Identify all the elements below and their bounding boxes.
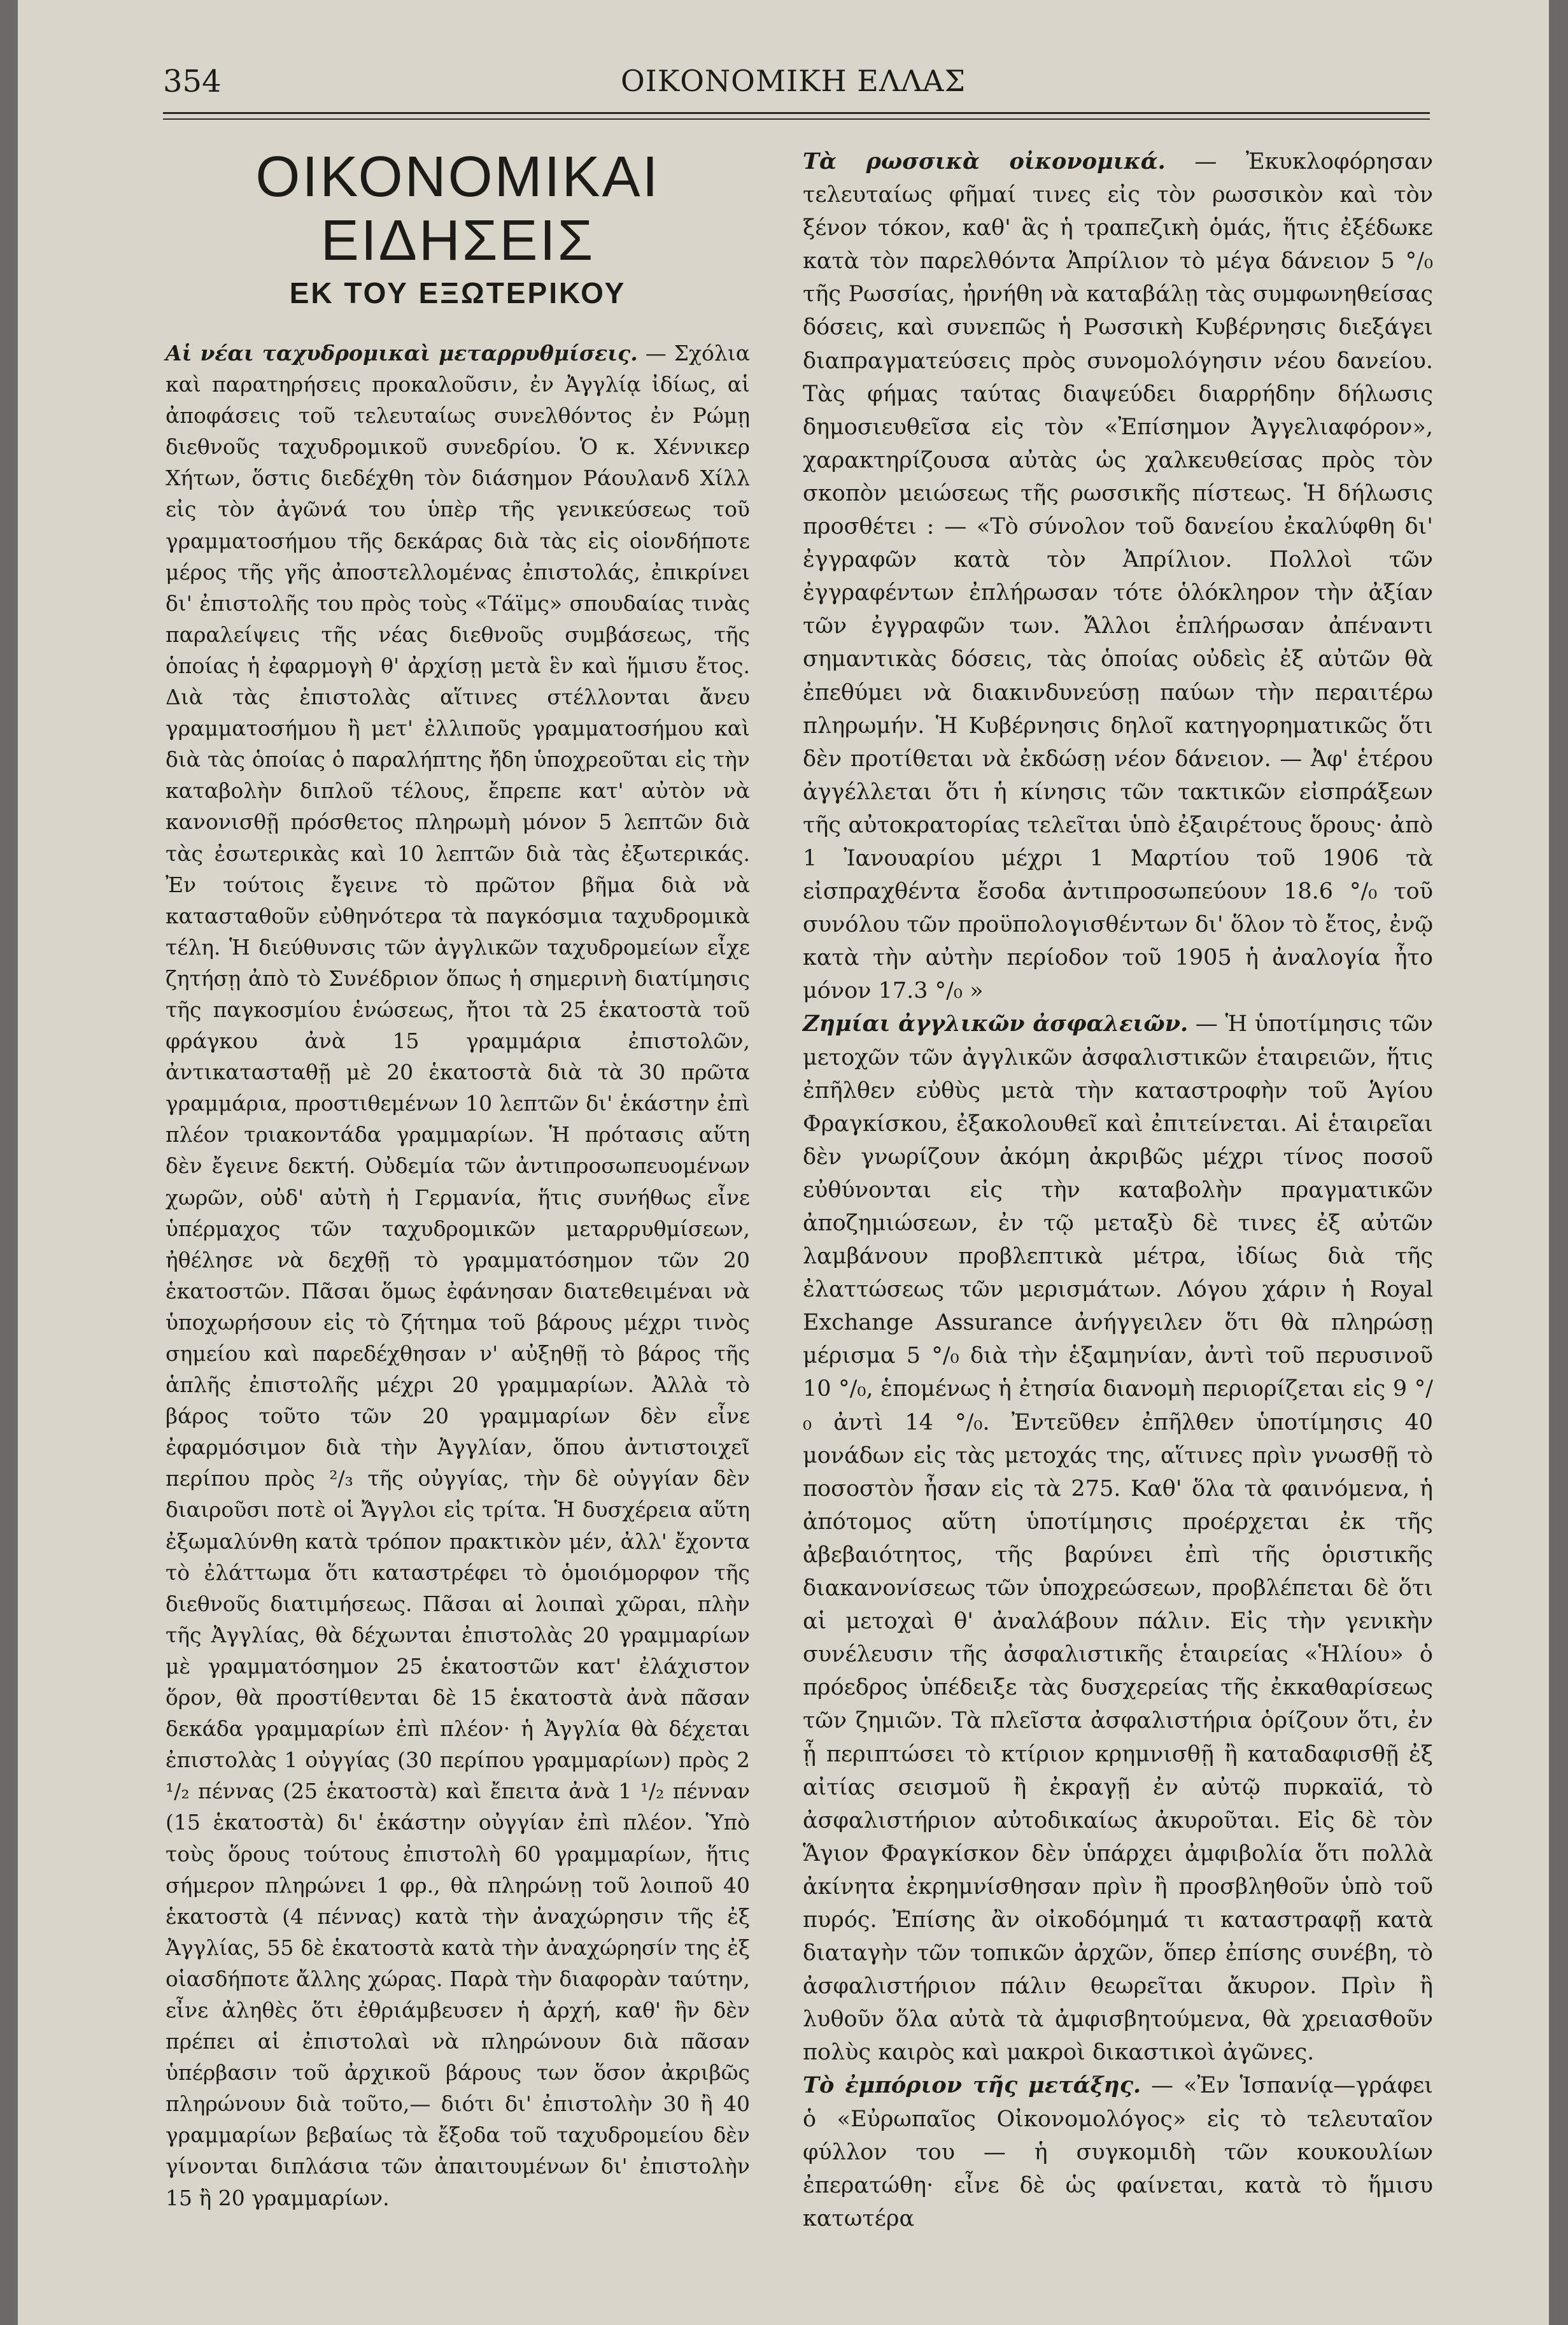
article-heading: Αἱ νέαι ταχυδρομικαὶ μεταρρυθμίσεις. [166,341,638,366]
article-heading: Τὰ ρωσσικὰ οἰκονομικά. [803,148,1166,174]
running-head: ΟΙΚΟΝΟΜΙΚΗ ΕΛΛΑΣ [620,64,966,98]
article-postal-reforms [166,338,750,2214]
article-body: — Ἡ ὑποτίμησις τῶν μετοχῶν τῶν ἀγγλικῶν ἀσφαλιστικῶν ἑταιρειῶν, ἥτις ἐπῆλθεν εὐθὺς μετὰ τὴν καταστροφὴν τοῦ Ἁγίου Φραγκίσκου, ἐξακολουθεῖ καὶ ἐπιτείνεται. Αἱ ἑταιρεῖαι δὲν γνωρίζουν ἀκόμη ἀκριβῶς μέχρι τίνος ποσοῦ εὐθύνονται εἰς τὴν καταβολὴν πραγματικῶν ἀποζημιώσεων, ἐν τῷ μεταξὺ δὲ τινες ἐξ αὐτῶν λαμβάνουν προβλεπτικὰ μέτρα, ἰδίως διὰ τῆς ἐλαττώσεως τῶν μερισμάτων. Λόγου χάριν ἡ Royal Exchange Assurance ἀνήγγειλεν ὅτι θὰ πληρώσῃ μέρισμα 5 °/₀ διὰ τὴν ἑξαμηνίαν, ἀντὶ τοῦ περυσινοῦ 10 °/₀, ἑπομένως ἡ ἐτησία διανομὴ περιορίζεται εἰς 9 °/₀ ἀντὶ 14 °/₀. Ἐντεῦθεν ἐπῆλθεν ὑποτίμησις 40 μονάδων εἰς τὰς μετοχάς της, αἵτινες πρὶν γνωσθῇ τὸ ποσοστὸν ἦσαν εἰς τὰ 275. Καθ' ὅλα τὰ φαινόμενα, ἡ ἀπότομος αὕτη ὑποτίμησις προέρχεται ἐκ τῆς ἀβεβαιότητος, τῆς βαρύνει ἐπὶ τῆς ὁριστικῆς διακανονίσεως τῶν ὑποχρεώσεων, προβλέπεται δὲ ὅτι αἱ μετοχαὶ θ' ἀναλάβουν πάλιν. Εἰς τὴν γενικὴν συνέλευσιν τῆς ἀσφαλιστικῆς ἑταιρείας «Ἡλίου» ὁ πρόεδρος ὑπέδειξε τὰς δυσχερείας τῆς ἐκκαθαρίσεως τῶν ζημιῶν. Τὰ πλεῖστα ἀσφαλιστήρια ὁρίζουν ὅτι, ἐν ᾗ περιπτώσει τὸ κτίριον κρημνισθῇ ἢ καταδαφισθῇ ἐξ αἰτίας σεισμοῦ ἢ ἐκραγῇ ἐν αὐτῷ πυρκαϊά, τὸ ἀσφαλιστήριον αὐτοδικαίως ἀκυροῦται. Εἰς δὲ τὸν Ἅγιον Φραγκίσκον δὲν ὑπάρχει ἀμφιβολία ὅτι πολλὰ ἀκίνητα ἐκρημνίσθησαν πρὶν ἢ προσβληθοῦν ὑπὸ τοῦ πυρός. Ἐπίσης ἂν οἰκοδόμημά τι καταστραφῇ κατὰ διαταγὴν τῶν τοπικῶν ἀρχῶν, ὅπερ ἐπίσης συνέβη, τὸ ἀσφαλιστήριον πάλιν θεωρεῖται ἄκυρον. Πρὶν ἢ λυθοῦν ὅλα αὐτὰ τὰ ἀμφισβητούμενα, θὰ χρειασθοῦν πολὺς καιρὸς καὶ μακροὶ δικαστικοὶ ἀγῶνες. [803,1011,1433,2066]
section-subtitle: ΕΚ ΤΟΥ ΕΞΩΤΕΡΙΚΟΥ [289,276,626,309]
article-body: — Σχόλια καὶ παρατηρήσεις προκαλοῦσιν, ἐν Ἀγγλίᾳ ἰδίως, αἱ ἀποφάσεις τοῦ τελευταίως συνελθόντος ἐν Ρώμῃ διεθνοῦς ταχυδρομικοῦ συνεδρίου. Ὁ κ. Χέννικερ Χήτων, ὅστις διεδέχθη τὸν διάσημον Ράουλανδ Χίλλ εἰς τὸν ἀγῶνά του ὑπὲρ τῆς γενικεύσεως τοῦ γραμματοσήμου τῆς δεκάρας διὰ τὰς εἰς οἱονδήποτε μέρος τῆς γῆς ἀποστελλομένας ἐπιστολάς, ἐπικρίνει δι' ἐπιστολῆς του πρὸς τοὺς «Τάϊμς» σπουδαίας τινὰς παραλείψεις τῆς νέας διεθνοῦς συμβάσεως, τῆς ὁποίας ἡ ἐφαρμογὴ θ' ἀρχίσῃ μετὰ ἓν καὶ ἥμισυ ἔτος. Διὰ τὰς ἐπιστολὰς αἵτινες στέλλονται ἄνευ γραμματοσήμου ἢ μετ' ἐλλιποῦς γραμματοσήμου καὶ διὰ τὰς ὁποίας ὁ παραλήπτης ἤδη ὑποχρεοῦται εἰς τὴν καταβολὴν διπλοῦ τέλους, ἔπρεπε κατ' αὐτὸν νὰ κανονισθῇ πρόσθετος πληρωμὴ μόνον 5 λεπτῶν διὰ τὰς ἐσωτερικὰς καὶ 10 λεπτῶν διὰ τὰς ἐξωτερικάς. Ἐν τούτοις ἔγεινε τὸ πρῶτον βῆμα διὰ νὰ κατασταθοῦν εὐθηνότερα τὰ παγκόσμια ταχυδρομικὰ τέλη. Ἡ διεύθυνσις τῶν ἀγγλικῶν ταχυδρομείων εἶχε ζητήσῃ ἀπὸ τὸ Συνέδριον ὅπως ἡ σημερινὴ διατίμησις τῆς παγκοσμίου ἑνώσεως, ἤτοι τὰ 25 ἑκατοστὰ τοῦ φράγκου ἀνὰ 15 γραμμάρια ἐπιστολῶν, ἀντικατασταθῇ μὲ 20 ἑκατοστὰ διὰ τὰ 30 πρῶτα γραμμάρια, προστιθεμένων 10 λεπτῶν δι' ἑκάστην ἐπὶ πλέον τριακοντάδα γραμμαρίων. Ἡ πρότασις αὕτη δὲν ἔγεινε δεκτή. Οὐδεμία τῶν ἀντιπροσωπευομένων χωρῶν, οὐδ' αὐτὴ ἡ Γερμανία, ἥτις συνήθως εἶνε ὑπέρμαχος τῶν ταχυδρομικῶν μεταρρυθμίσεων, ἠθέλησε νὰ δεχθῇ τὸ γραμματόσημον τῶν 20 ἑκατοστῶν. Πᾶσαι ὅμως ἐφάνησαν διατεθειμέναι νὰ ὑποχωρήσουν εἰς τὸ ζήτημα τοῦ βάρους μέχρι τινὸς σημείου καὶ παρεδέχθησαν ν' αὐξηθῇ τὸ βάρος τῆς ἁπλῆς ἐπιστολῆς μέχρι 20 γραμμαρίων. Ἀλλὰ τὸ βάρος τοῦτο τῶν 20 γραμμαρίων δὲν εἶνε ἐφαρμόσιμον διὰ τὴν Ἀγγλίαν, ὅπου ἀντιστοιχεῖ περίπου πρὸς ²/₃ τῆς οὐγγίας, τὴν δὲ οὐγγίαν δὲν διαιροῦσι ποτὲ οἱ Ἄγγλοι εἰς τρίτα. Ἡ δυσχέρεια αὕτη ἐξωμαλύνθη κατὰ τρόπον πρακτικὸν μέν, ἀλλ' ἔχοντα τὸ ἐλάττωμα ὅτι καταστρέφει τὸ ὁμοιόμορφον τῆς διεθνοῦς διατιμήσεως. Πᾶσαι αἱ λοιπαὶ χῶραι, πλὴν τῆς Ἀγγλίας, θὰ δέχωνται ἐπιστολὰς 20 γραμμαρίων μὲ γραμματόσημον 25 ἑκατοστῶν κατ' ἐλάχιστον ὅρον, θὰ προστίθενται δὲ 15 ἑκατοστὰ ἀνὰ πᾶσαν δεκάδα γραμμαρίων ἐπὶ πλέον· ἡ Ἀγγλία θὰ δέχεται ἐπιστολὰς 1 οὐγγίας (30 περίπου γραμμαρίων) πρὸς 2 ¹/₂ πέννας (25 ἑκατοστὰ) καὶ ἔπειτα ἀνὰ 1 ¹/₂ πένναν (15 ἑκατοστὰ) δι' ἑκάστην οὐγγίαν ἐπὶ πλέον. Ὑπὸ τοὺς ὅρους τούτους ἐπιστολὴ 60 γραμμαρίων, ἥτις σήμερον πληρώνει 1 φρ., θὰ πληρώνῃ τοῦ λοιποῦ 40 ἑκατοστὰ (4 πέννας) κατὰ τὴν ἀναχώρησιν τῆς ἐξ Ἀγγλίας, 55 δὲ ἑκατοστὰ κατὰ τὴν ἀναχώρησίν της ἐξ οἱασδήποτε ἄλλης χώρας. Παρὰ τὴν διαφορὰν ταύτην, εἶνε ἀληθὲς ὅτι ἐθριάμβευσεν ἡ ἀρχή, καθ' ἣν δὲν πρέπει αἱ ἐπιστολαὶ νὰ πληρώνουν διὰ πᾶσαν ὑπέρβασιν τοῦ ἀρχικοῦ βάρους των ὅσον ἀκριβῶς πληρώνουν διὰ τοῦτο,— διότι δι' ἐπιστολὴν 30 ἢ 40 γραμμαρίων βεβαίως τὰ ἔξοδα τοῦ ταχυδρομείου δὲν γίνονται διπλάσια τῶν ἀπαιτουμένων δι' ἐπιστολὴν 15 ἢ 20 γραμμαρίων. [166,341,750,2210]
page-header [163,59,1423,103]
section-title: ΟΙΚΟΝΟΜΙΚΑΙ ΕΙΔΗΣΕΙΣ [255,145,660,273]
newspaper-page [18,0,1549,2325]
article-silk-trade [803,2069,1433,2235]
left-column [166,145,750,2214]
page-number: 354 [163,64,222,99]
header-rule [163,112,1430,114]
article-body: — Ἐκυκλοφόρησαν τελευταίως φῆμαί τινες εἰς τὸν ρωσσικὸν καὶ τὸν ξένον τόκον, καθ' ἃς ἡ τραπεζικὴ ὁμάς, ἥτις ἐξέδωκε κατὰ τὸν παρελθόντα Ἀπρίλιον τὸ μέγα δάνειον 5 °/₀ τῆς Ρωσσίας, ἠρνήθη νὰ καταβάλῃ τὰς συμφωνηθείσας δόσεις, καὶ συνεπῶς ἡ Ρωσσικὴ Κυβέρνησις διεξάγει διαπραγματεύσεις πρὸς συνομολόγησιν νέου δανείου. Τὰς φήμας ταύτας διαψεύδει διαρρήδην δήλωσις δημοσιευθεῖσα εἰς τὸν «Ἐπίσημον Ἀγγελιαφόρον», χαρακτηρίζουσα αὐτὰς ὡς χαλκευθείσας πρὸς τὸν σκοπὸν μειώσεως τῆς ρωσσικῆς πίστεως. Ἡ δήλωσις προσθέτει : — «Τὸ σύνολον τοῦ δανείου ἐκαλύφθη δι' ἐγγραφῶν κατὰ τὸν Ἀπρίλιον. Πολλοὶ τῶν ἐγγραφέντων ἐπλήρωσαν τότε ὁλόκληρον τὴν ἀξίαν τῶν ἐγγραφῶν των. Ἄλλοι ἐπλήρωσαν ἀπέναντι σημαντικὰς δόσεις, τὰς ὁποίας οὐδεὶς ἐξ αὐτῶν θὰ ἐπεθύμει νὰ διακινδυνεύσῃ παύων τὴν περαιτέρω πληρωμήν. Ἡ Κυβέρνησις δηλοῖ κατηγορηματικῶς ὅτι δὲν προτίθεται νὰ ἐκδώσῃ νέον δάνειον. — Ἀφ' ἑτέρου ἀγγέλλεται ὅτι ἡ κίνησις τῶν τακτικῶν εἰσπράξεων τῆς αὐτοκρατορίας τελεῖται ὑπὸ ἐξαιρέτους ὅρους· ἀπὸ 1 Ἰανουαρίου μέχρι 1 Μαρτίου τοῦ 1906 τὰ εἰσπραχθέντα ἔσοδα ἀντιπροσωπεύουν 18.6 °/₀ τοῦ συνόλου τῶν προϋπολογισθέντων δι' ὅλον τὸ ἔτος, ἐνῷ κατὰ τὴν αὐτὴν περίοδον τοῦ 1905 ἡ ἀναλογία ἦτο μόνον 17.3 °/₀ » [803,149,1433,1004]
article-heading: Τὸ ἐμπόριον τῆς μετάξης. [803,2072,1141,2099]
article-russian-finances [803,145,1433,1007]
article-body: — «Ἐν Ἱσπανίᾳ—γράφει ὁ «Εὐρωπαῖος Οἰκονομολόγος» εἰς τὸ τελευταῖον φύλλον του — ἡ συγκομιδὴ τῶν κουκουλίων ἐπερατώθη· εἶνε δὲ ὡς φαίνεται, κατὰ τὸ ἥμισυ κατωτέρα [803,2073,1433,2231]
article-heading: Ζημίαι ἀγγλικῶν ἀσφαλειῶν. [803,1011,1189,1037]
article-insurance-losses [803,1007,1433,2069]
right-column [803,145,1433,2235]
header-rule-thin [163,118,1430,120]
